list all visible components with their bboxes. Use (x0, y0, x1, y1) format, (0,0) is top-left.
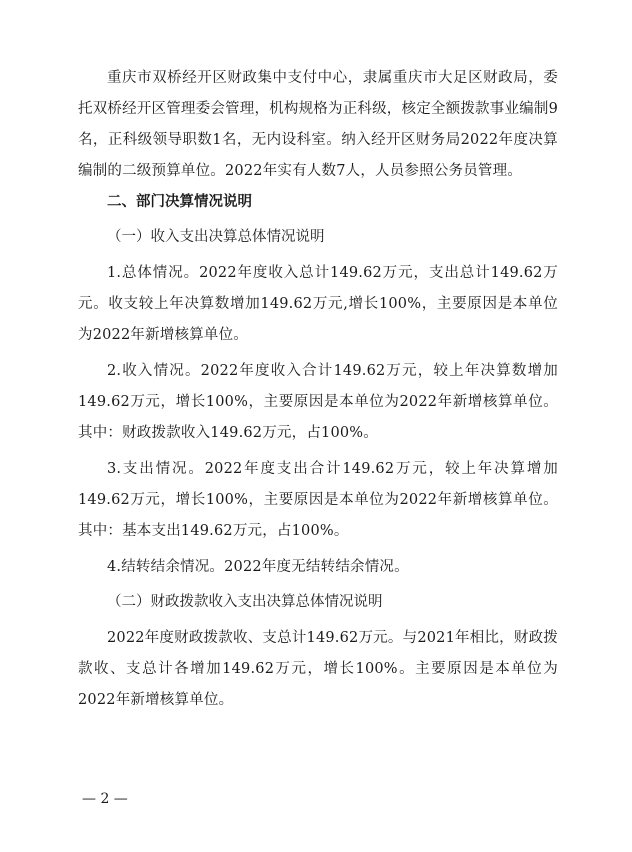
paragraph-income-situation: 2.收入情况。2022年度收入合计149.62万元，较上年决算数增加149.62万元，增长100%，主要原因是本单位为2022年新增核算单位。其中：财政拨款收入149.62万元，占100%。 (78, 363, 558, 441)
paragraph-overall-situation: 1.总体情况。2022年度收入总计149.62万元，支出总计149.62万元。收支较上年决算数增加149.62万元,增长100%，主要原因是本单位为2022年新增核算单位。 (78, 265, 558, 343)
subheading-income-expenditure-overview: （一）收入支出决算总体情况说明 (107, 229, 325, 245)
paragraph-fiscal-appropriation: 2022年度财政拨款收、支总计149.62万元。与2021年相比，财政拨款收、支总计各增加149.62万元，增长100%。主要原因是本单位为2022年新增核算单位。 (78, 630, 558, 708)
subheading-fiscal-appropriation-overview: （二）财政拨款收入支出决算总体情况说明 (107, 594, 383, 610)
page-number: — 2 — (82, 791, 128, 807)
intro-paragraph: 重庆市双桥经开区财政集中支付中心，隶属重庆市大足区财政局，委托双桥经开区管理委会管理，机构规格为正科级，核定全额拨款事业编制9名，正科级领导职数1名，无内设科室。纳入经开区财务局2022年度决算编制的二级预算单位。2022年实有人数7人，人员参照公务员管理。 (78, 70, 558, 179)
document-body (78, 63, 558, 716)
section-heading-department-accounts: 二、部门决算情况说明 (107, 194, 252, 210)
paragraph-carryover-situation: 4.结转结余情况。2022年度无结转结余情况。 (107, 559, 409, 575)
paragraph-expenditure-situation: 3.支出情况。2022年度支出合计149.62万元，较上年决算增加149.62万元，增长100%，主要原因是本单位为2022年新增核算单位。其中：基本支出149.62万元，占100%。 (78, 461, 558, 539)
